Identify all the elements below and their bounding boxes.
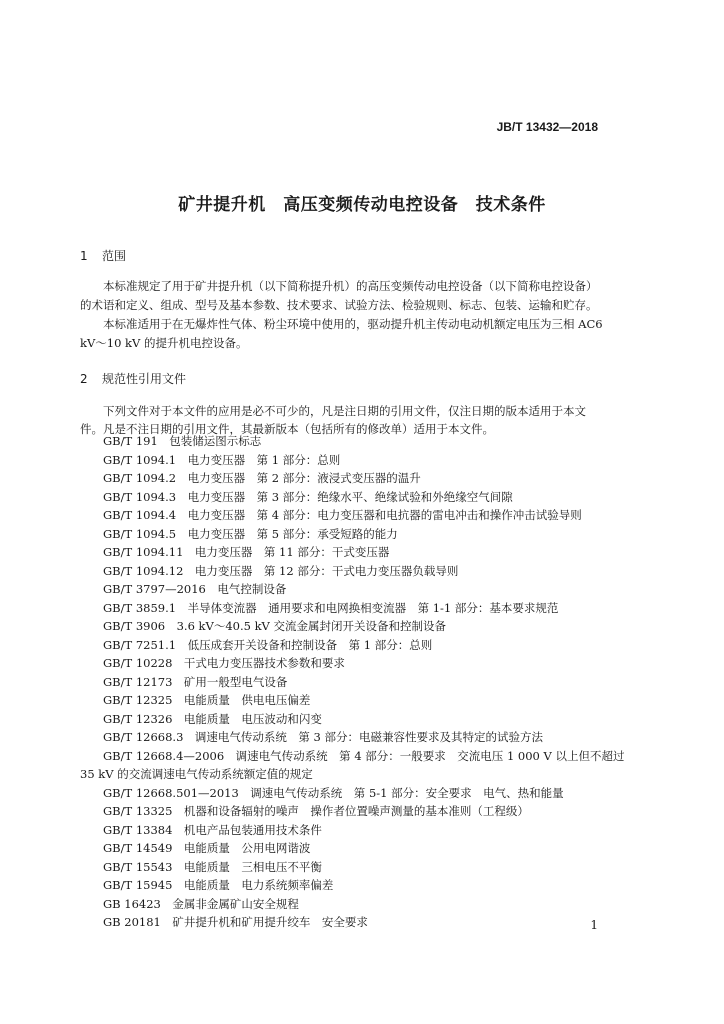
reference-item: GB/T 12668.4—2006 调速电气传动系统 第 4 部分：一般要求 交流电压 1 000 V 以上但不超过 — [103, 748, 625, 763]
reference-item: GB/T 1094.1 电力变压器 第 1 部分：总则 — [103, 452, 341, 467]
section-1-paragraph-2 — [80, 315, 604, 353]
reference-item: GB/T 1094.5 电力变压器 第 5 部分：承受短路的能力 — [103, 526, 398, 541]
section-1-number: 1 — [80, 249, 88, 263]
reference-item: GB/T 12173 矿用一般型电气设备 — [103, 674, 288, 689]
document-title: 矿井提升机 高压变频传动电控设备 技术条件 — [178, 195, 546, 215]
reference-item: GB/T 12326 电能质量 电压波动和闪变 — [103, 711, 322, 726]
section-1-paragraph-2-text: 本标准适用于在无爆炸性气体、粉尘环境中使用的，驱动提升机主传动电动机额定电压为三相 AC6 kV～10 kV 的提升机电控设备。 — [80, 317, 603, 350]
section-1-paragraph-1 — [80, 277, 604, 315]
reference-item: GB 20181 矿井提升机和矿用提升绞车 安全要求 — [103, 915, 368, 929]
reference-item: GB/T 12668.501—2013 调速电气传动系统 第 5-1 部分：安全要求 电气、热和能量 — [103, 785, 564, 800]
reference-list — [80, 432, 625, 932]
reference-item: GB/T 1094.4 电力变压器 第 4 部分：电力变压器和电抗器的雷电冲击和操作冲击试验导则 — [103, 508, 582, 522]
page-number: 1 — [590, 918, 598, 932]
reference-item: GB/T 1094.3 电力变压器 第 3 部分：绝缘水平、绝缘试验和外绝缘空气间隙 — [103, 489, 513, 504]
reference-item: GB/T 15543 电能质量 三相电压不平衡 — [103, 859, 322, 874]
section-1-heading — [80, 247, 126, 264]
reference-item: GB/T 1094.11 电力变压器 第 11 部分：干式变压器 — [103, 545, 390, 559]
reference-item: GB/T 7251.1 低压成套开关设备和控制设备 第 1 部分：总则 — [103, 637, 433, 652]
reference-item: GB/T 1094.12 电力变压器 第 12 部分：干式电力变压器负载导则 — [103, 563, 459, 578]
reference-item: GB/T 15945 电能质量 电力系统频率偏差 — [103, 878, 334, 892]
reference-item: GB/T 13384 机电产品包装通用技术条件 — [103, 822, 322, 837]
reference-item: GB/T 13325 机器和设备辐射的噪声 操作者位置噪声测量的基本准则（工程级） — [103, 804, 529, 818]
reference-item: GB/T 12325 电能质量 供电电压偏差 — [103, 693, 311, 707]
reference-item: GB/T 12668.3 调速电气传动系统 第 3 部分：电磁兼容性要求及其特定的试验方法 — [103, 730, 544, 744]
section-2-intro-text: 下列文件对于本文件的应用是必不可少的，凡是注日期的引用文件，仅注日期的版本适用于本文件。凡是不注日期的引用文件，其最新版本（包括所有的修改单）适用于本文件。 — [80, 404, 586, 436]
section-2-title: 规范性引用文件 — [102, 372, 187, 386]
standard-code: JB/T 13432—2018 — [496, 120, 598, 134]
reference-item: GB/T 10228 干式电力变压器技术参数和要求 — [103, 656, 345, 670]
reference-item: GB/T 3859.1 半导体变流器 通用要求和电网换相变流器 第 1-1 部分：基本要求规范 — [103, 600, 559, 615]
section-2-heading — [80, 370, 186, 387]
reference-item: GB/T 1094.2 电力变压器 第 2 部分：液浸式变压器的温升 — [103, 471, 421, 485]
section-1-title: 范围 — [102, 249, 127, 263]
section-1-paragraph-1-text: 本标准规定了用于矿井提升机（以下简称提升机）的高压变频传动电控设备（以下简称电控设备）的术语和定义、组成、型号及基本参数、技术要求、试验方法、检验规则、标志、包装、运输和贮存。 — [80, 279, 598, 312]
reference-item: GB 16423 金属非金属矿山安全规程 — [103, 896, 299, 911]
reference-item: GB/T 14549 电能质量 公用电网谐波 — [103, 841, 311, 855]
section-2-number: 2 — [80, 372, 88, 386]
reference-item: GB/T 3906 3.6 kV～40.5 kV 交流金属封闭开关设备和控制设备 — [103, 619, 447, 633]
reference-item: GB/T 3797—2016 电气控制设备 — [103, 582, 287, 596]
reference-item-continuation: 35 kV 的交流调速电气传动系统额定值的规定 — [80, 767, 313, 781]
reference-item: GB/T 191 包装储运图示标志 — [103, 434, 262, 448]
